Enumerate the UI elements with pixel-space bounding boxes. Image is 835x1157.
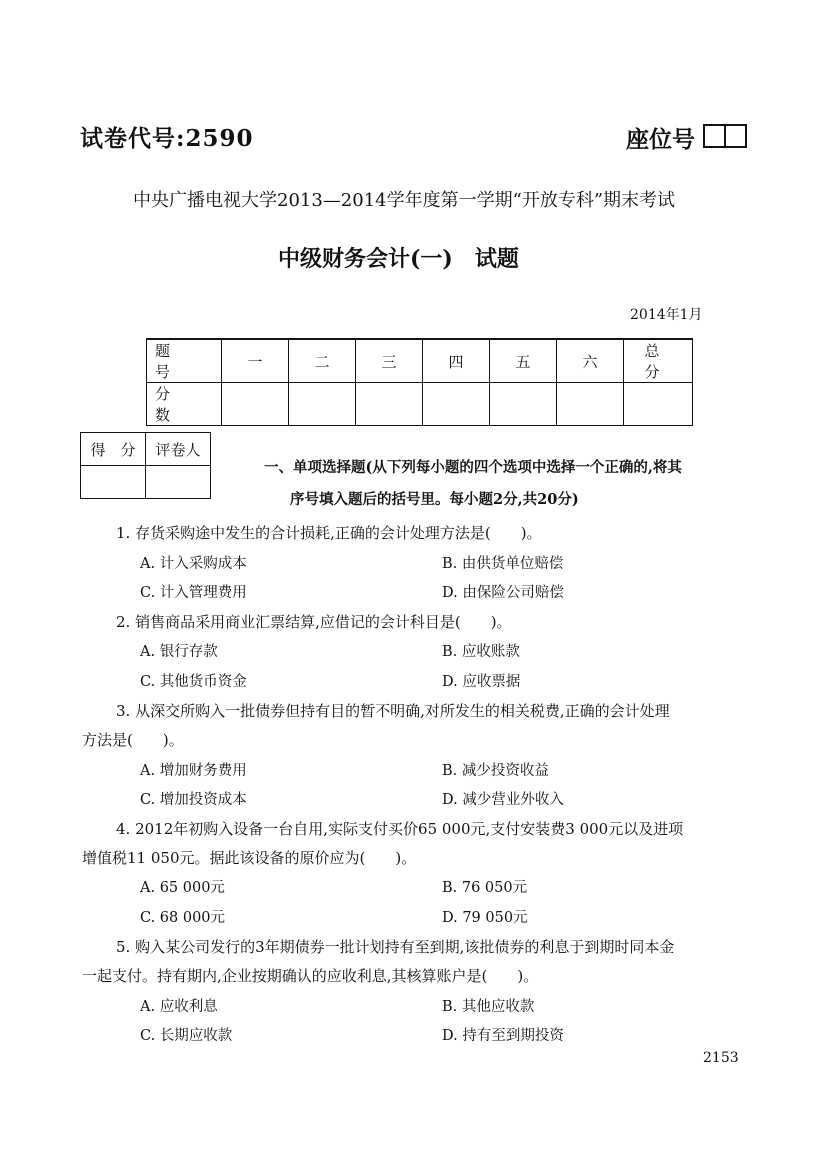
exam-date: 2014年1月 [630,307,703,323]
grader-name-cell [146,466,211,499]
question-2-option-c: C. 其他货币资金 [140,674,247,690]
question-3-option-d: D. 减少营业外收入 [442,792,564,808]
question-5-text-cont: 一起支付。持有期内,企业按期确认的应收利息,其核算账户是( )。 [82,967,539,985]
question-4-option-d: D. 79 050元 [442,910,528,926]
grader-name-label: 评卷人 [146,433,211,466]
question-5-option-b: B. 其他应收款 [442,999,535,1015]
seat-box [724,124,747,148]
score-cell [423,383,490,426]
score-cell [356,383,423,426]
question-1-text: 1. 存货采购途中发生的合计损耗,正确的会计处理方法是( )。 [116,524,542,542]
score-cell [289,383,356,426]
seat-number-label: 座位号 [626,126,695,153]
question-1-option-a: A. 计入采购成本 [140,556,247,572]
section-heading-line-1: 一、单项选择题(从下列每小题的四个选项中选择一个正确的,将其 [264,459,682,476]
score-col-5: 五 [490,339,557,383]
university-line: 中央广播电视大学2013—2014学年度第一学期“开放专科”期末考试 [133,190,676,211]
question-3-text-cont: 方法是( )。 [82,731,184,749]
question-1-option-d: D. 由保险公司赔偿 [442,585,564,601]
section-heading-line-2: 序号填入题后的括号里。每小题2分,共20分) [290,491,579,508]
exam-code: 试卷代号:2590 [80,125,254,152]
score-table-score-row [147,383,693,426]
seat-number-boxes [703,124,747,148]
question-5-text: 5. 购入某公司发行的3年期债券一批计划持有至到期,该批债券的利息于到期时同本金 [116,938,675,956]
score-col-4: 四 [423,339,490,383]
question-5-option-a: A. 应收利息 [140,999,218,1015]
grader-table [80,432,211,499]
question-5-option-c: C. 长期应收款 [140,1028,233,1044]
score-cell [490,383,557,426]
question-3-option-c: C. 增加投资成本 [140,792,247,808]
score-table [146,338,699,426]
question-1-option-b: B. 由供货单位赔偿 [442,556,564,572]
question-2-option-b: B. 应收账款 [442,644,520,660]
question-number-label: 题 号 [147,339,222,383]
exam-title: 中级财务会计(一) 试题 [278,246,519,272]
score-label: 分 数 [147,383,222,426]
score-col-2: 二 [289,339,356,383]
question-2-option-d: D. 应收票据 [442,674,521,690]
grader-score-label: 得 分 [81,433,146,466]
score-col-1: 一 [222,339,289,383]
question-4-option-c: C. 68 000元 [140,910,226,926]
score-cell [557,383,624,426]
score-table-header-row [147,339,693,383]
grader-score-cell [81,466,146,499]
score-col-3: 三 [356,339,423,383]
question-4-option-a: A. 65 000元 [140,880,225,896]
score-col-6: 六 [557,339,624,383]
question-4-option-b: B. 76 050元 [442,880,528,896]
total-score-cell [624,383,693,426]
question-3-option-a: A. 增加财务费用 [140,763,247,779]
question-5-option-d: D. 持有至到期投资 [442,1028,564,1044]
question-4-text-cont: 增值税11 050元。据此该设备的原价应为( )。 [82,849,417,867]
question-3-text: 3. 从深交所购入一批债券但持有目的暂不明确,对所发生的相关税费,正确的会计处理 [116,702,670,720]
question-3-option-b: B. 减少投资收益 [442,763,549,779]
page-number: 2153 [703,1050,739,1066]
score-cell [222,383,289,426]
question-1-option-c: C. 计入管理费用 [140,585,247,601]
question-2-option-a: A. 银行存款 [140,644,218,660]
total-score-label: 总 分 [624,339,693,383]
question-2-text: 2. 销售商品采用商业汇票结算,应借记的会计科目是( )。 [116,613,512,631]
seat-box [703,124,726,148]
question-4-text: 4. 2012年初购入设备一台自用,实际支付买价65 000元,支付安装费3 000元以及进项 [116,820,684,838]
